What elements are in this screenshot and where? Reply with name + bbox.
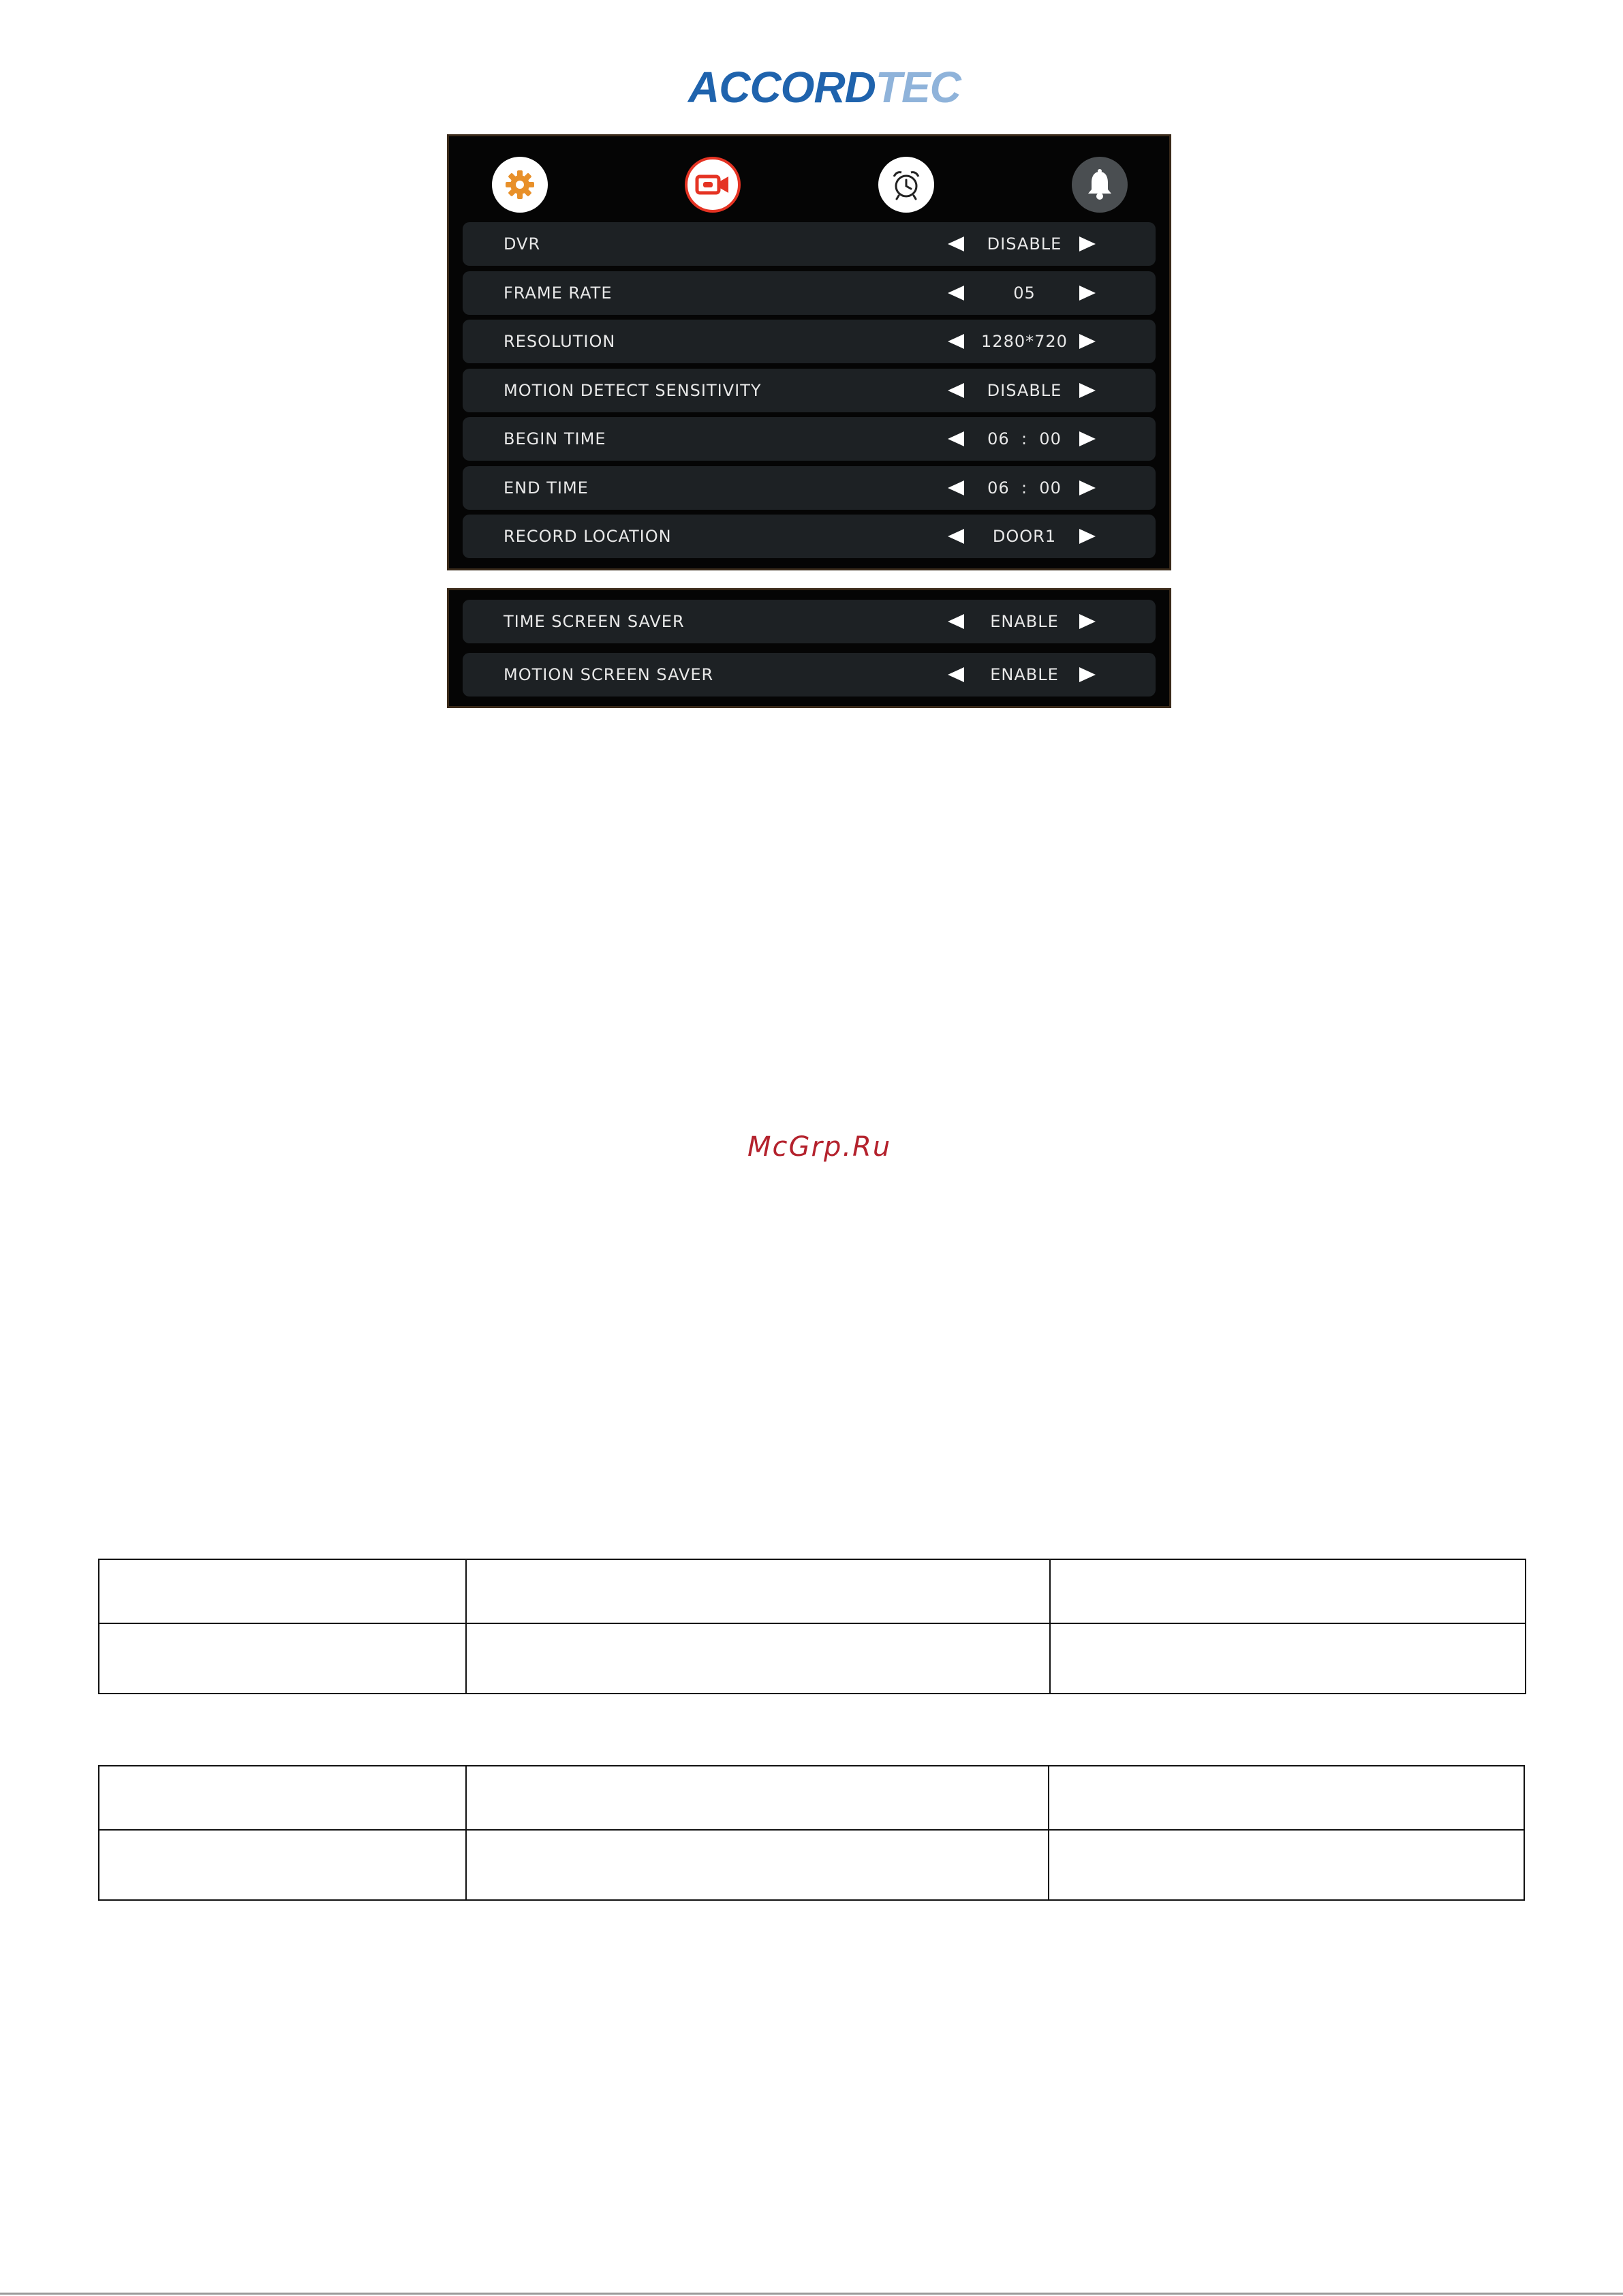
setting-value: 06 : 00 bbox=[987, 429, 1062, 448]
tab-alarm[interactable] bbox=[878, 157, 934, 213]
arrow-left-icon[interactable] bbox=[948, 286, 964, 301]
table-cell bbox=[99, 1830, 466, 1900]
logo-text-part3: RD bbox=[814, 63, 876, 112]
arrow-left-icon[interactable] bbox=[948, 431, 964, 446]
setting-value: ENABLE bbox=[990, 665, 1059, 684]
setting-value: 05 bbox=[1013, 284, 1036, 303]
setting-label: MOTION DETECT SENSITIVITY bbox=[504, 381, 762, 400]
logo-text-part1: ACC bbox=[688, 63, 781, 112]
table-row bbox=[99, 1559, 1526, 1623]
table-cell bbox=[1049, 1766, 1524, 1830]
table-cell bbox=[99, 1623, 466, 1694]
tab-bell[interactable] bbox=[1072, 157, 1128, 213]
setting-label: BEGIN TIME bbox=[504, 429, 606, 448]
setting-value: ENABLE bbox=[990, 612, 1059, 631]
arrow-left-icon[interactable] bbox=[948, 334, 964, 349]
video-camera-icon bbox=[695, 173, 730, 196]
logo-text-part4: TEC bbox=[875, 63, 961, 112]
setting-row-frame-rate bbox=[463, 271, 1156, 315]
setting-row-motion-screen-saver bbox=[463, 653, 1156, 697]
setting-value: 1280*720 bbox=[981, 332, 1068, 351]
setting-value: DISABLE bbox=[987, 381, 1062, 400]
arrow-right-icon[interactable] bbox=[1079, 614, 1096, 629]
table-cell bbox=[1050, 1559, 1526, 1623]
setting-label: END TIME bbox=[504, 478, 589, 498]
page-bottom-rule bbox=[0, 2293, 1623, 2295]
table-cell bbox=[466, 1830, 1049, 1900]
setting-label: RECORD LOCATION bbox=[504, 527, 672, 546]
setting-value: 06 : 00 bbox=[987, 478, 1062, 498]
setting-row-motion-detect-sensitivity bbox=[463, 369, 1156, 412]
logo-text-part2: O bbox=[780, 63, 814, 112]
empty-table-2 bbox=[98, 1765, 1525, 1901]
empty-table-1 bbox=[98, 1559, 1526, 1694]
arrow-right-icon[interactable] bbox=[1079, 286, 1096, 301]
tab-record[interactable] bbox=[685, 157, 741, 213]
setting-label: DVR bbox=[504, 234, 541, 254]
bell-icon bbox=[1085, 169, 1114, 200]
gear-icon bbox=[504, 169, 536, 200]
table-cell bbox=[466, 1559, 1050, 1623]
table-cell bbox=[466, 1766, 1049, 1830]
table-row bbox=[99, 1830, 1524, 1900]
arrow-right-icon[interactable] bbox=[1079, 667, 1096, 682]
setting-row-end-time bbox=[463, 466, 1156, 510]
setting-label: TIME SCREEN SAVER bbox=[504, 612, 685, 631]
setting-label: FRAME RATE bbox=[504, 284, 613, 303]
arrow-left-icon[interactable] bbox=[948, 667, 964, 682]
setting-value: DOOR1 bbox=[992, 527, 1057, 546]
table-row bbox=[99, 1766, 1524, 1830]
table-cell bbox=[466, 1623, 1050, 1694]
screen-saver-panel bbox=[447, 588, 1171, 708]
watermark: McGrp.Ru bbox=[747, 1131, 892, 1163]
setting-row-time-screen-saver bbox=[463, 600, 1156, 643]
table-cell bbox=[99, 1766, 466, 1830]
settings-tab-bar bbox=[449, 136, 1169, 221]
setting-value: DISABLE bbox=[987, 234, 1062, 254]
dvr-settings-panel bbox=[447, 134, 1171, 570]
alarm-clock-icon bbox=[890, 168, 923, 201]
table-row bbox=[99, 1623, 1526, 1694]
arrow-right-icon[interactable] bbox=[1079, 431, 1096, 446]
table-cell bbox=[1050, 1623, 1526, 1694]
table-cell bbox=[1049, 1830, 1524, 1900]
arrow-left-icon[interactable] bbox=[948, 236, 964, 251]
arrow-left-icon[interactable] bbox=[948, 383, 964, 398]
table-cell bbox=[99, 1559, 466, 1623]
arrow-right-icon[interactable] bbox=[1079, 334, 1096, 349]
setting-label: RESOLUTION bbox=[504, 332, 616, 351]
arrow-left-icon[interactable] bbox=[948, 529, 964, 544]
setting-row-record-location bbox=[463, 515, 1156, 558]
setting-label: MOTION SCREEN SAVER bbox=[504, 665, 714, 684]
arrow-left-icon[interactable] bbox=[948, 480, 964, 495]
arrow-right-icon[interactable] bbox=[1079, 236, 1096, 251]
setting-row-begin-time bbox=[463, 417, 1156, 461]
tab-settings[interactable] bbox=[492, 157, 548, 213]
accordtec-logo bbox=[688, 60, 961, 114]
arrow-right-icon[interactable] bbox=[1079, 480, 1096, 495]
setting-row-resolution bbox=[463, 320, 1156, 363]
setting-row-dvr bbox=[463, 222, 1156, 266]
arrow-right-icon[interactable] bbox=[1079, 529, 1096, 544]
arrow-right-icon[interactable] bbox=[1079, 383, 1096, 398]
arrow-left-icon[interactable] bbox=[948, 614, 964, 629]
